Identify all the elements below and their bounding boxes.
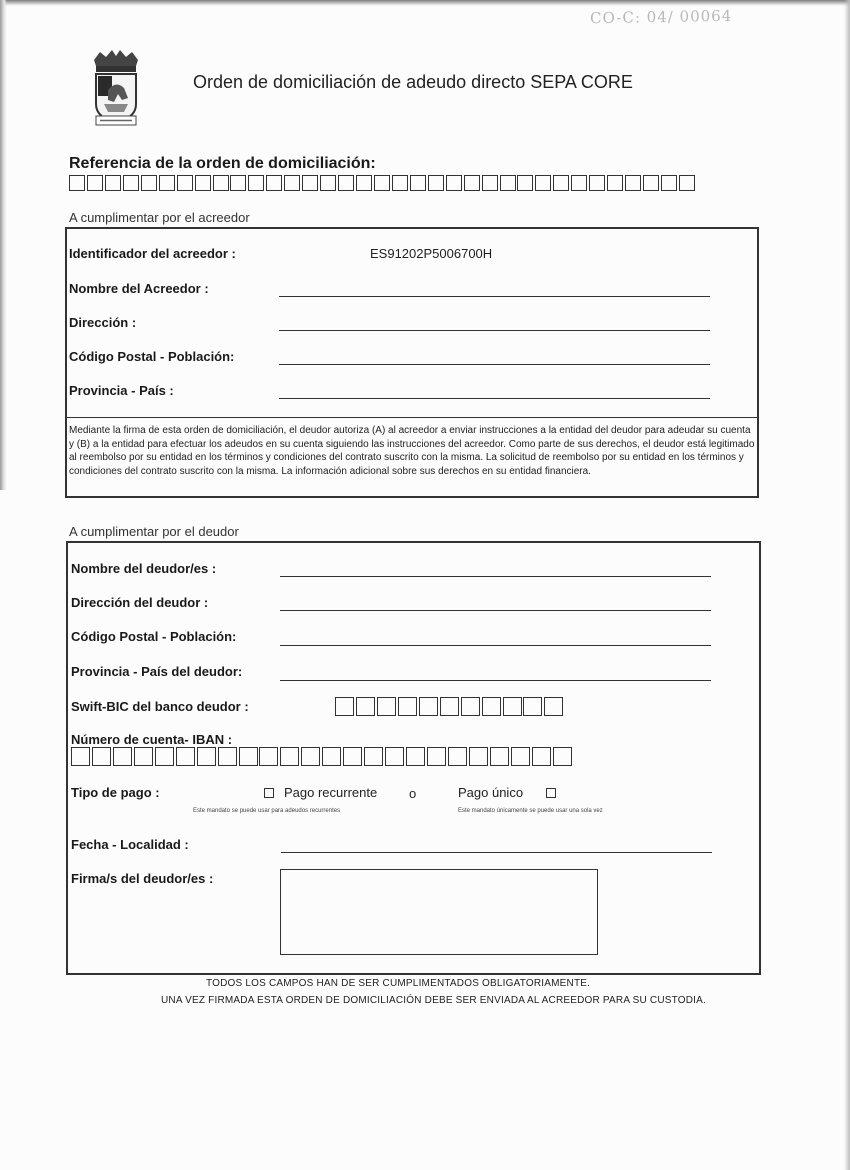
character-box[interactable] xyxy=(374,175,390,191)
character-box[interactable] xyxy=(503,697,522,716)
character-box[interactable] xyxy=(195,175,211,191)
character-box[interactable] xyxy=(218,747,237,766)
character-box[interactable] xyxy=(482,697,501,716)
character-box[interactable] xyxy=(490,747,509,766)
character-box[interactable] xyxy=(464,175,480,191)
character-box[interactable] xyxy=(679,175,695,191)
swift-boxes[interactable] xyxy=(335,697,565,716)
creditor-id-value: ES91202P5006700H xyxy=(370,246,493,261)
character-box[interactable] xyxy=(338,175,354,191)
character-box[interactable] xyxy=(440,697,459,716)
debtor-province-label: Provincia - País del deudor: xyxy=(71,664,243,679)
coat-of-arms-icon xyxy=(88,48,144,128)
character-box[interactable] xyxy=(419,697,438,716)
creditor-province-label: Provincia - País : xyxy=(69,383,174,398)
character-box[interactable] xyxy=(320,175,336,191)
footer-line-2: UNA VEZ FIRMADA ESTA ORDEN DE DOMICILIACIÓN DEBE SER ENVIADA AL ACREEDOR PARA SU CUSTODIA. xyxy=(161,995,706,1006)
character-box[interactable] xyxy=(589,175,605,191)
character-box[interactable] xyxy=(461,697,480,716)
swift-label: Swift-BIC del banco deudor : xyxy=(71,699,249,714)
character-box[interactable] xyxy=(377,697,396,716)
footer-line-1: TODOS LOS CAMPOS HAN DE SER CUMPLIMENTADOS OBLIGATORIAMENTE. xyxy=(206,978,591,989)
recurrent-label: Pago recurrente xyxy=(284,785,378,800)
character-box[interactable] xyxy=(643,175,659,191)
character-box[interactable] xyxy=(113,747,132,766)
character-box[interactable] xyxy=(134,747,153,766)
reference-boxes[interactable] xyxy=(69,175,697,191)
debtor-address-field[interactable] xyxy=(280,610,711,611)
single-label: Pago único xyxy=(458,785,524,800)
character-box[interactable] xyxy=(239,747,258,766)
character-box[interactable] xyxy=(544,697,563,716)
legal-text: Mediante la firma de esta orden de domiciliación, el deudor autoriza (A) al acreedor a enviar instrucciones a la entidad del deudor para adeudar su cuenta y (B) a la entidad para efectuar los adeudos en su cuenta siguiendo las instrucciones del acreedor. Como parte de sus derechos, el deudor está legitimado al reembolso por su entidad en los términos y condiciones del contrato suscrito con la misma. La solicitud de reembolso por su entidad en los términos y condiciones del contrato suscrito con la misma. La información adicional sobre sus derechos en su entidad financiera. xyxy=(69,425,755,477)
character-box[interactable] xyxy=(500,175,516,191)
character-box[interactable] xyxy=(92,747,111,766)
character-box[interactable] xyxy=(398,697,417,716)
character-box[interactable] xyxy=(406,747,425,766)
creditor-address-field[interactable] xyxy=(279,330,710,331)
reference-label: Referencia de la orden de domiciliación: xyxy=(69,155,376,172)
date-label: Fecha - Localidad : xyxy=(71,837,189,852)
signature-box[interactable] xyxy=(280,869,598,955)
creditor-section-label: A cumplimentar por el acreedor xyxy=(69,210,250,225)
character-box[interactable] xyxy=(301,747,320,766)
character-box[interactable] xyxy=(511,747,530,766)
character-box[interactable] xyxy=(105,175,121,191)
character-box[interactable] xyxy=(469,747,488,766)
character-box[interactable] xyxy=(553,747,572,766)
character-box[interactable] xyxy=(123,175,139,191)
character-box[interactable] xyxy=(155,747,174,766)
recurrent-note: Este mandato se puede usar para adeudos recurrentes xyxy=(193,808,341,814)
character-box[interactable] xyxy=(69,175,85,191)
character-box[interactable] xyxy=(141,175,157,191)
payment-type-label: Tipo de pago : xyxy=(71,785,160,800)
scan-edge-right xyxy=(844,0,850,1170)
character-box[interactable] xyxy=(517,175,533,191)
debtor-postal-label: Código Postal - Población: xyxy=(71,629,237,644)
character-box[interactable] xyxy=(427,747,446,766)
character-box[interactable] xyxy=(230,175,246,191)
character-box[interactable] xyxy=(213,175,229,191)
character-box[interactable] xyxy=(335,697,354,716)
date-field[interactable] xyxy=(281,852,712,853)
debtor-name-field[interactable] xyxy=(280,576,711,577)
character-box[interactable] xyxy=(197,747,216,766)
character-box[interactable] xyxy=(532,747,551,766)
character-box[interactable] xyxy=(284,175,300,191)
legal-divider xyxy=(67,417,757,418)
creditor-postal-field[interactable] xyxy=(279,364,710,365)
character-box[interactable] xyxy=(571,175,587,191)
character-box[interactable] xyxy=(482,175,498,191)
single-checkbox[interactable] xyxy=(546,788,556,798)
debtor-section-label: A cumplimentar por el deudor xyxy=(69,524,239,539)
character-box[interactable] xyxy=(356,175,372,191)
character-box[interactable] xyxy=(87,175,103,191)
character-box[interactable] xyxy=(446,175,462,191)
character-box[interactable] xyxy=(159,175,175,191)
scan-edge-top xyxy=(0,0,850,6)
character-box[interactable] xyxy=(356,697,375,716)
or-text: o xyxy=(409,786,417,801)
recurrent-checkbox[interactable] xyxy=(264,788,274,798)
character-box[interactable] xyxy=(248,175,264,191)
character-box[interactable] xyxy=(661,175,677,191)
debtor-province-field[interactable] xyxy=(280,680,711,681)
character-box[interactable] xyxy=(302,175,318,191)
character-box[interactable] xyxy=(259,747,278,766)
debtor-address-label: Dirección del deudor : xyxy=(71,595,209,610)
document-title: Orden de domiciliación de adeudo directo SEPA CORE xyxy=(193,72,633,92)
character-box[interactable] xyxy=(392,175,408,191)
iban-label: Número de cuenta- IBAN : xyxy=(71,732,233,747)
signature-label: Firma/s del deudor/es : xyxy=(71,871,214,886)
character-box[interactable] xyxy=(322,747,341,766)
character-box[interactable] xyxy=(364,747,383,766)
creditor-address-label: Dirección : xyxy=(69,315,137,330)
character-box[interactable] xyxy=(535,175,551,191)
debtor-name-label: Nombre del deudor/es : xyxy=(71,561,217,576)
character-box[interactable] xyxy=(625,175,641,191)
registration-stamp: CO-C: 04/ 00064 xyxy=(589,6,733,28)
character-box[interactable] xyxy=(553,175,569,191)
creditor-name-label: Nombre del Acreedor : xyxy=(69,281,209,296)
debtor-postal-field[interactable] xyxy=(280,645,711,646)
character-box[interactable] xyxy=(385,747,404,766)
character-box[interactable] xyxy=(177,175,193,191)
iban-boxes[interactable] xyxy=(71,747,574,766)
creditor-name-field[interactable] xyxy=(279,296,710,297)
character-box[interactable] xyxy=(280,747,299,766)
creditor-province-field[interactable] xyxy=(279,398,710,399)
character-box[interactable] xyxy=(176,747,195,766)
character-box[interactable] xyxy=(607,175,623,191)
creditor-postal-label: Código Postal - Población: xyxy=(69,349,235,364)
single-note: Este mandato únicamente se puede usar una sola vez xyxy=(458,808,603,814)
character-box[interactable] xyxy=(71,747,90,766)
character-box[interactable] xyxy=(428,175,444,191)
character-box[interactable] xyxy=(343,747,362,766)
scan-edge-left xyxy=(0,0,7,490)
character-box[interactable] xyxy=(448,747,467,766)
creditor-id-label: Identificador del acreedor : xyxy=(69,246,236,261)
character-box[interactable] xyxy=(523,697,542,716)
character-box[interactable] xyxy=(410,175,426,191)
character-box[interactable] xyxy=(266,175,282,191)
